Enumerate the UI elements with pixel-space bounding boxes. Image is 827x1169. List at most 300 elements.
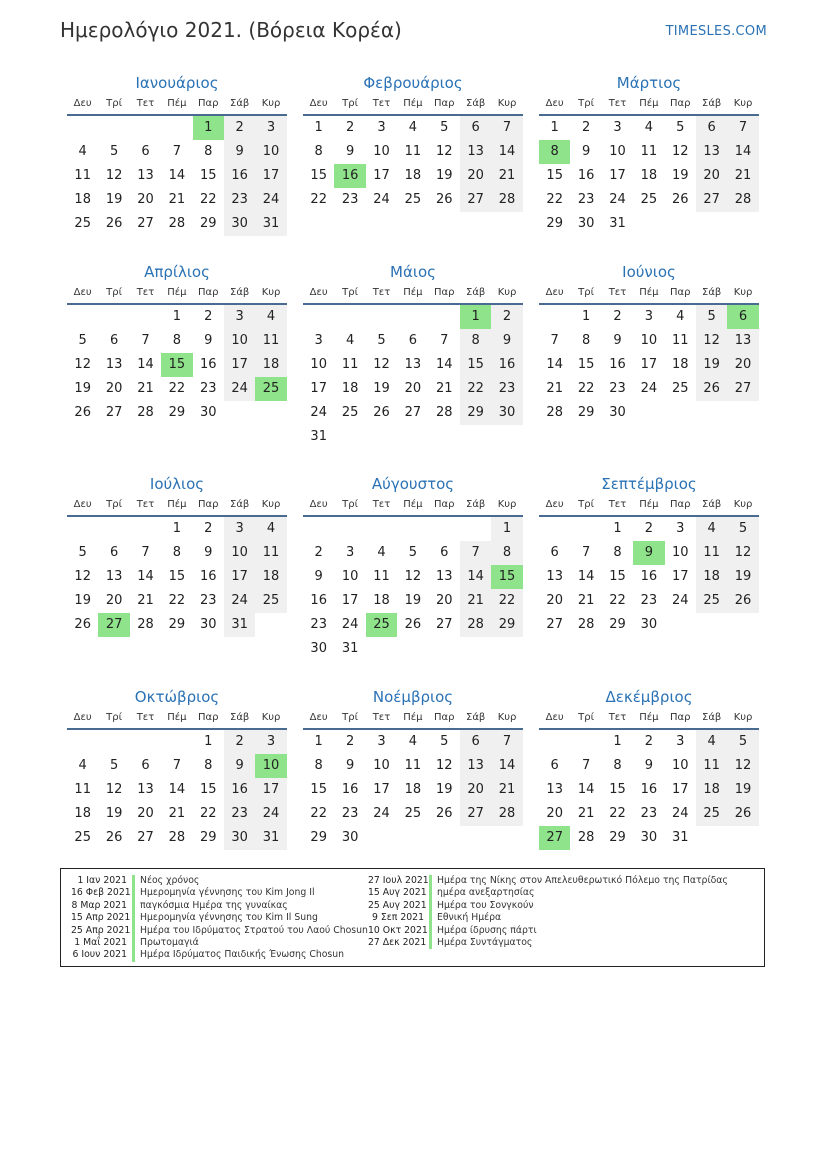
month-name: Ιανουάριος: [135, 74, 219, 92]
holiday-row: [368, 925, 728, 937]
day-grid: [539, 116, 759, 236]
weekday-label: Τρί: [342, 712, 358, 723]
day-cell: 25: [640, 192, 658, 207]
day-cell: 2: [644, 734, 653, 749]
weekday-label: Κυρ: [261, 499, 281, 510]
day-cell: 26: [404, 617, 422, 632]
day-cell: 17: [640, 357, 658, 372]
day-cell: 12: [435, 758, 453, 773]
day-cell: 24: [671, 806, 689, 821]
empty-cell: [397, 517, 428, 541]
day-cell: 13: [460, 754, 491, 778]
day-cell: 7: [550, 333, 559, 348]
day-cell: 14: [168, 168, 186, 183]
day-cell: 21: [137, 593, 154, 608]
day-cell: 25: [404, 806, 422, 821]
day-cell: 28: [577, 617, 595, 632]
holiday-name: Ημερομηνία γέννησης του Kim Jong Il: [140, 887, 315, 899]
day-cell: 24: [224, 589, 255, 613]
day-cell: 19: [727, 565, 758, 589]
day-cell: 8: [613, 758, 622, 773]
weekday-label: Σάβ: [702, 499, 722, 510]
day-cell: 10: [671, 758, 689, 773]
month-name: Οκτώβριος: [134, 688, 220, 706]
day-cell: 7: [581, 545, 591, 560]
day-cell: 30: [577, 216, 595, 231]
day-cell: 5: [727, 730, 758, 754]
day-cell: 17: [671, 569, 689, 584]
holiday-day-cell: 15: [161, 353, 192, 377]
day-cell: 19: [404, 593, 422, 608]
day-cell: 18: [341, 381, 359, 396]
holiday-day-cell: 9: [633, 541, 664, 565]
day-cell: 14: [435, 357, 453, 372]
holiday-name: Ημέρα Ιδρύματος Παιδικής Ένωσης Chosun: [140, 949, 345, 961]
day-cell: 23: [199, 381, 217, 396]
holiday-date: 15 Αυγ 2021: [368, 887, 432, 899]
empty-cell: [303, 517, 334, 541]
empty-cell: [130, 116, 161, 140]
weekday-label: Δευ: [309, 499, 328, 510]
day-cell: 16: [640, 782, 658, 797]
day-cell: 2: [345, 734, 355, 749]
month-4: [67, 262, 287, 425]
day-cell: 14: [577, 782, 595, 797]
day-cell: 12: [727, 541, 758, 565]
day-cell: 5: [109, 144, 119, 159]
weekday-label: Κυρ: [497, 98, 517, 109]
day-cell: 19: [671, 168, 689, 183]
day-cell: 19: [105, 192, 123, 207]
day-cell: 9: [204, 545, 213, 560]
day-cell: 17: [255, 778, 286, 802]
day-cell: 22: [310, 806, 327, 821]
day-grid: [67, 517, 287, 637]
day-cell: 10: [609, 144, 626, 159]
day-cell: 24: [609, 192, 626, 207]
weekday-label: Πέμ: [403, 287, 423, 298]
day-cell: 4: [676, 309, 685, 324]
weekday-label: Σάβ: [230, 712, 250, 723]
day-cell: 13: [546, 569, 563, 584]
holiday-row: [368, 912, 728, 924]
day-cell: 20: [137, 192, 154, 207]
day-cell: 13: [727, 329, 758, 353]
holiday-row: [71, 937, 368, 949]
weekday-label: Πέμ: [639, 499, 659, 510]
weekday-label: Πέμ: [167, 287, 187, 298]
day-cell: 14: [460, 565, 491, 589]
day-cell: 22: [460, 377, 491, 401]
holiday-date: 10 Οκτ 2021: [368, 925, 432, 937]
holiday-date: 1 Μαΐ 2021: [71, 937, 135, 949]
weekday-label: Σάβ: [466, 287, 486, 298]
holiday-name: Ημέρα του Ιδρύματος Στρατού του Λαού Chosun: [140, 924, 368, 936]
day-cell: 27: [404, 405, 422, 420]
day-cell: 7: [172, 758, 181, 773]
weekday-label: Τετ: [608, 712, 627, 723]
weekday-label: Τρί: [342, 287, 358, 298]
weekday-label: Πέμ: [403, 712, 423, 723]
day-cell: 20: [435, 593, 453, 608]
weekday-header: [67, 497, 287, 517]
day-cell: 6: [550, 758, 559, 773]
day-cell: 8: [314, 758, 323, 773]
month-2: [303, 73, 523, 212]
day-cell: 6: [460, 730, 491, 754]
day-cell: 27: [460, 802, 491, 826]
day-cell: 22: [199, 192, 217, 207]
day-cell: 2: [644, 521, 653, 536]
holiday-row: [71, 887, 368, 899]
day-grid: [67, 116, 287, 236]
day-cell: 17: [373, 782, 390, 797]
day-cell: 14: [137, 569, 154, 584]
holiday-day-cell: 8: [539, 140, 570, 164]
month-6: [539, 262, 759, 425]
day-cell: 26: [696, 377, 727, 401]
day-cell: 5: [696, 305, 727, 329]
weekday-label: Τρί: [342, 98, 358, 109]
day-grid: [67, 305, 287, 425]
day-cell: 14: [168, 782, 186, 797]
weekday-label: Τρί: [578, 712, 594, 723]
day-cell: 3: [377, 120, 386, 135]
day-cell: 2: [613, 309, 622, 324]
day-grid: [539, 730, 759, 850]
day-cell: 1: [491, 517, 522, 541]
day-cell: 20: [727, 353, 758, 377]
day-cell: 9: [581, 144, 591, 159]
holiday-day-cell: 1: [460, 305, 491, 329]
empty-cell: [130, 305, 161, 329]
day-cell: 20: [105, 593, 123, 608]
day-cell: 22: [609, 593, 626, 608]
weekday-label: Παρ: [670, 712, 691, 723]
weekday-label: Παρ: [198, 712, 219, 723]
day-cell: 21: [168, 806, 186, 821]
weekday-label: Κυρ: [497, 287, 517, 298]
day-cell: 30: [199, 617, 217, 632]
day-cell: 30: [640, 617, 658, 632]
day-cell: 22: [168, 593, 186, 608]
day-cell: 24: [373, 192, 390, 207]
empty-cell: [334, 305, 365, 329]
holiday-day-cell: 1: [193, 116, 224, 140]
weekday-label: Τετ: [136, 98, 155, 109]
day-cell: 4: [78, 758, 87, 773]
day-cell: 17: [224, 565, 255, 589]
day-cell: 29: [577, 405, 595, 420]
day-cell: 16: [577, 168, 595, 183]
weekday-label: Τρί: [106, 98, 122, 109]
weekday-label: Κυρ: [733, 499, 753, 510]
day-cell: 29: [460, 401, 491, 425]
day-cell: 22: [310, 192, 327, 207]
day-cell: 8: [172, 545, 181, 560]
day-cell: 12: [74, 569, 91, 584]
day-cell: 7: [727, 116, 758, 140]
day-grid: [539, 305, 759, 425]
day-cell: 17: [224, 353, 255, 377]
day-cell: 15: [609, 782, 626, 797]
holiday-date: 16 Φεβ 2021: [71, 887, 135, 899]
day-cell: 18: [74, 806, 91, 821]
day-cell: 3: [345, 545, 355, 560]
day-cell: 23: [609, 381, 626, 396]
day-cell: 1: [204, 734, 213, 749]
day-cell: 23: [310, 617, 327, 632]
day-cell: 26: [74, 617, 91, 632]
weekday-label: Δευ: [309, 98, 328, 109]
holiday-row: [368, 900, 728, 912]
weekday-label: Δευ: [545, 712, 564, 723]
day-cell: 30: [199, 405, 217, 420]
weekday-label: Παρ: [198, 98, 219, 109]
day-cell: 29: [199, 830, 217, 845]
weekday-header: [67, 285, 287, 305]
weekday-label: Δευ: [309, 712, 328, 723]
month-name: Μάρτιος: [616, 74, 682, 92]
day-cell: 7: [491, 730, 522, 754]
day-cell: 17: [373, 168, 390, 183]
day-cell: 13: [137, 782, 154, 797]
holiday-date: 15 Απρ 2021: [71, 912, 135, 924]
day-cell: 8: [172, 333, 181, 348]
month-name: Νοέμβριος: [372, 688, 454, 706]
day-cell: 12: [696, 329, 727, 353]
day-cell: 22: [609, 806, 626, 821]
day-cell: 8: [491, 541, 522, 565]
day-cell: 2: [224, 730, 255, 754]
holiday-day-cell: 10: [255, 754, 286, 778]
day-cell: 8: [314, 144, 323, 159]
day-cell: 30: [224, 826, 255, 850]
day-cell: 14: [491, 754, 522, 778]
weekday-label: Σάβ: [466, 98, 486, 109]
month-name: Ιούλιος: [149, 475, 205, 493]
site-link[interactable]: TIMESLES.COM: [665, 24, 767, 39]
day-cell: 15: [460, 353, 491, 377]
day-cell: 10: [224, 541, 255, 565]
weekday-label: Τετ: [608, 499, 627, 510]
day-cell: 7: [440, 333, 449, 348]
day-cell: 1: [172, 521, 181, 536]
day-cell: 18: [255, 565, 286, 589]
day-grid: [539, 517, 759, 637]
day-cell: 21: [168, 192, 186, 207]
weekday-label: Τετ: [372, 287, 391, 298]
day-cell: 7: [460, 541, 491, 565]
weekday-label: Δευ: [309, 287, 328, 298]
day-cell: 20: [696, 164, 727, 188]
day-cell: 22: [546, 192, 563, 207]
month-8: [303, 474, 523, 661]
day-cell: 5: [78, 545, 87, 560]
day-cell: 29: [168, 617, 186, 632]
holiday-date: 9 Σεπ 2021: [368, 912, 432, 924]
empty-cell: [429, 305, 460, 329]
day-cell: 25: [255, 589, 286, 613]
day-cell: 3: [224, 517, 255, 541]
day-cell: 20: [460, 778, 491, 802]
day-cell: 9: [345, 144, 355, 159]
day-cell: 29: [546, 216, 563, 231]
day-cell: 4: [345, 333, 355, 348]
weekday-label: Σάβ: [702, 712, 722, 723]
day-cell: 5: [440, 734, 449, 749]
weekday-label: Τετ: [372, 98, 391, 109]
holiday-list-column-right: [368, 875, 728, 949]
day-cell: 27: [460, 188, 491, 212]
day-cell: 2: [204, 521, 213, 536]
day-cell: 14: [491, 140, 522, 164]
empty-cell: [570, 730, 601, 754]
day-cell: 15: [199, 168, 217, 183]
weekday-header: [67, 710, 287, 730]
day-cell: 3: [255, 116, 286, 140]
day-cell: 4: [255, 305, 286, 329]
day-cell: 19: [727, 778, 758, 802]
day-cell: 25: [671, 381, 689, 396]
day-cell: 15: [310, 168, 327, 183]
day-cell: 22: [577, 381, 595, 396]
weekday-header: [539, 285, 759, 305]
day-cell: 26: [373, 405, 390, 420]
day-cell: 23: [341, 192, 359, 207]
weekday-label: Τετ: [372, 712, 391, 723]
day-cell: 26: [105, 216, 123, 231]
day-cell: 26: [727, 802, 758, 826]
month-3: [539, 73, 759, 236]
day-cell: 14: [137, 357, 154, 372]
day-cell: 15: [577, 357, 595, 372]
day-cell: 6: [696, 116, 727, 140]
empty-cell: [539, 517, 570, 541]
holiday-row: [368, 937, 728, 949]
day-cell: 3: [676, 734, 685, 749]
holiday-name: Ημέρα της Νίκης στον Απελευθερωτικό Πόλεμο της Πατρίδας: [437, 875, 728, 886]
day-cell: 26: [435, 806, 453, 821]
day-cell: 26: [671, 192, 689, 207]
holiday-day-cell: 25: [366, 613, 397, 637]
weekday-label: Τρί: [578, 98, 594, 109]
day-cell: 22: [199, 806, 217, 821]
month-name: Σεπτέμβριος: [601, 475, 697, 493]
day-cell: 2: [581, 120, 591, 135]
weekday-label: Τετ: [136, 287, 155, 298]
day-cell: 3: [377, 734, 386, 749]
day-cell: 19: [74, 381, 91, 396]
weekday-header: [303, 710, 523, 730]
day-cell: 11: [74, 782, 91, 797]
empty-cell: [161, 730, 192, 754]
day-cell: 8: [613, 545, 622, 560]
day-cell: 23: [224, 802, 255, 826]
day-cell: 7: [581, 758, 591, 773]
empty-cell: [98, 116, 129, 140]
day-cell: 15: [168, 569, 186, 584]
month-5: [303, 262, 523, 449]
month-name: Αύγουστος: [371, 475, 455, 493]
day-cell: 2: [224, 116, 255, 140]
day-cell: 1: [172, 309, 181, 324]
day-cell: 12: [671, 144, 689, 159]
day-cell: 21: [546, 381, 563, 396]
holiday-name: Ημέρα του Σονγκούν: [437, 899, 534, 911]
empty-cell: [67, 517, 98, 541]
day-cell: 3: [255, 730, 286, 754]
day-cell: 11: [640, 144, 658, 159]
holiday-row: [71, 875, 368, 887]
holiday-date: 8 Μαρ 2021: [71, 900, 135, 912]
day-cell: 19: [435, 782, 453, 797]
day-cell: 11: [404, 758, 422, 773]
weekday-label: Πέμ: [639, 98, 659, 109]
day-cell: 19: [105, 806, 123, 821]
day-cell: 8: [204, 144, 213, 159]
day-cell: 7: [491, 116, 522, 140]
day-cell: 21: [491, 778, 522, 802]
day-cell: 21: [491, 164, 522, 188]
day-cell: 23: [341, 806, 359, 821]
weekday-label: Τρί: [578, 287, 594, 298]
day-cell: 3: [224, 305, 255, 329]
holiday-date: 25 Αυγ 2021: [368, 900, 432, 912]
empty-cell: [539, 305, 570, 329]
empty-cell: [98, 517, 129, 541]
page-title: Ημερολόγιο 2021. (Βόρεια Κορέα): [60, 18, 402, 42]
month-7: [67, 474, 287, 637]
day-cell: 31: [310, 429, 327, 444]
day-cell: 13: [546, 782, 563, 797]
day-cell: 21: [577, 593, 595, 608]
day-cell: 17: [671, 782, 689, 797]
holiday-day-cell: 25: [255, 377, 286, 401]
weekday-header: [303, 497, 523, 517]
day-cell: 28: [137, 405, 154, 420]
day-cell: 25: [696, 589, 727, 613]
holiday-name: Ημερομηνία γέννησης του Kim Il Sung: [140, 912, 318, 924]
day-cell: 6: [550, 545, 559, 560]
weekday-label: Παρ: [434, 499, 455, 510]
holiday-day-cell: 27: [98, 613, 129, 637]
holiday-name: Πρωτομαγιά: [140, 937, 199, 949]
day-cell: 27: [696, 188, 727, 212]
day-grid: [303, 305, 523, 449]
day-cell: 23: [577, 192, 595, 207]
weekday-label: Πέμ: [167, 712, 187, 723]
weekday-label: Παρ: [198, 499, 219, 510]
day-cell: 24: [310, 405, 327, 420]
day-cell: 9: [224, 754, 255, 778]
day-cell: 12: [373, 357, 390, 372]
day-cell: 24: [341, 617, 359, 632]
day-cell: 9: [314, 569, 323, 584]
day-cell: 1: [613, 521, 622, 536]
day-cell: 15: [310, 782, 327, 797]
day-cell: 28: [168, 830, 186, 845]
day-cell: 10: [373, 758, 390, 773]
day-cell: 5: [109, 758, 119, 773]
day-cell: 19: [74, 593, 91, 608]
day-cell: 27: [137, 830, 154, 845]
month-11: [303, 687, 523, 850]
day-cell: 28: [435, 405, 453, 420]
day-cell: 6: [440, 545, 449, 560]
day-cell: 17: [609, 168, 626, 183]
weekday-label: Πέμ: [167, 98, 187, 109]
